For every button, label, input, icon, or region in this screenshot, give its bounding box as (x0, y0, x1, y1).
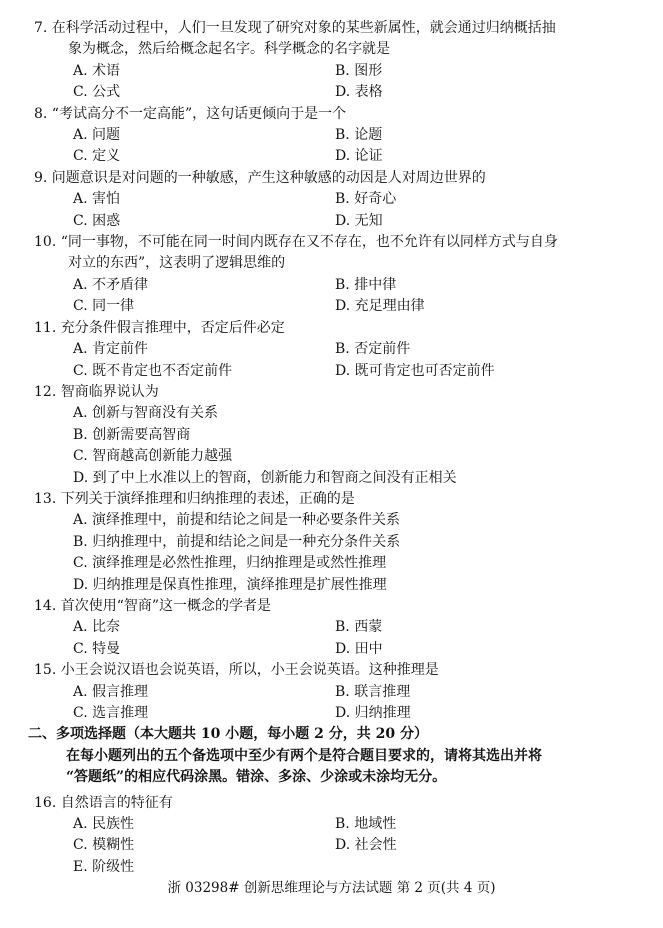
question-10-options-ab (28, 275, 648, 296)
question-8-option-d: D. 论证 (335, 148, 383, 165)
question-10-option-d: D. 充足理由律 (335, 298, 425, 315)
question-13-option-a: A. 演绎推理中，前提和结论之间是一种必要条件关系 (73, 512, 401, 529)
question-14-stem: 14. 首次使用“智商”这一概念的学者是 (34, 597, 272, 614)
question-14-option-c: C. 特曼 (73, 640, 121, 657)
question-16-stem: 16. 自然语言的特征有 (34, 794, 173, 811)
question-12-option-d: D. 到了中上水准以上的智商，创新能力和智商之间没有正相关 (73, 469, 457, 486)
question-16-options-cd (28, 835, 648, 856)
question-15-option-c: C. 选言推理 (73, 705, 149, 721)
question-12-option-a: A. 创新与智商没有关系 (73, 405, 219, 422)
question-16-option-d: D. 社会性 (335, 837, 397, 854)
question-11-stem: 11. 充分条件假言推理中，否定后件必定 (34, 319, 285, 336)
question-14-options-cd (28, 639, 648, 660)
question-9-option-b: B. 好奇心 (335, 191, 397, 208)
question-13-stem: 13. 下列关于演绎推理和归纳推理的表述，正确的是 (34, 490, 355, 507)
question-8-option-b: B. 论题 (335, 127, 383, 144)
question-12-stem: 12. 智商临界说认为 (34, 383, 159, 400)
question-7-option-b: B. 图形 (335, 62, 383, 79)
question-14-option-b: B. 西蒙 (335, 619, 383, 636)
question-8-options-cd (28, 146, 648, 167)
question-15-option-a: A. 假言推理 (73, 683, 149, 700)
question-16-option-c: C. 模糊性 (73, 837, 135, 854)
question-9-options-ab (28, 189, 648, 210)
question-list (28, 18, 648, 878)
question-13-option-b: B. 归纳推理中，前提和结论之间是一种充分条件关系 (73, 533, 401, 550)
question-8-option-a: A. 问题 (73, 127, 121, 144)
question-16-option-e: E. 阶级性 (73, 858, 135, 875)
question-7-stem: 7. 在科学活动过程中，人们一旦发现了研究对象的某些新属性，就会通过归纳概括抽 (34, 20, 556, 36)
question-8-stem: 8. “考试高分不一定高能”，这句话更倾向于是一个 (34, 105, 347, 122)
question-15-option-b: B. 联言推理 (335, 683, 411, 700)
question-11-options-cd (28, 361, 648, 382)
section-2-instruction-line-1: 在每小题列出的五个备选项中至少有两个是符合题目要求的，请将其选出并将 (66, 747, 542, 764)
question-15-options-ab (28, 682, 648, 703)
question-11-option-c: C. 既不肯定也不否定前件 (73, 362, 233, 379)
question-9-option-a: A. 害怕 (73, 191, 121, 208)
question-10-options-cd (28, 296, 648, 317)
section-2-title: 二、多项选择题（本大题共 10 小题，每小题 2 分，共 20 分） (28, 726, 428, 743)
question-11-options-ab (28, 339, 648, 360)
question-14-option-d: D. 田中 (335, 640, 383, 657)
question-16-option-b: B. 地域性 (335, 816, 397, 833)
question-15-options-cd (28, 703, 648, 724)
question-7-option-c: C. 公式 (73, 84, 121, 101)
question-11-option-a: A. 肯定前件 (73, 341, 149, 358)
question-7-options-cd (28, 82, 648, 103)
question-10-option-a: A. 不矛盾律 (73, 276, 149, 293)
question-13-option-c: C. 演绎推理是必然性推理，归纳推理是或然性推理 (73, 555, 387, 572)
question-9-options-cd (28, 211, 648, 232)
question-7-option-a: A. 术语 (73, 62, 121, 79)
page-footer: 浙 03298# 创新思维理论与方法试题 第 2 页(共 4 页) (167, 880, 496, 896)
question-7-option-d: D. 表格 (335, 84, 383, 101)
question-12-option-c: C. 智商越高创新能力越强 (73, 448, 233, 465)
question-13-option-d: D. 归纳推理是保真性推理，演绎推理是扩展性推理 (73, 576, 387, 593)
section-2-instruction-line-2: “答题纸”的相应代码涂黑。错涂、多涂、少涂或未涂均无分。 (66, 769, 447, 786)
question-9-stem: 9. 问题意识是对问题的一种敏感，产生这种敏感的动因是人对周边世界的 (34, 169, 486, 186)
question-8-options-ab (28, 125, 648, 146)
question-7-options-ab (28, 61, 648, 82)
question-11-option-b: B. 否定前件 (335, 341, 411, 358)
question-12-option-b: B. 创新需要高智商 (73, 426, 191, 443)
question-16-option-a: A. 民族性 (73, 816, 135, 833)
question-9-option-d: D. 无知 (335, 212, 383, 229)
question-15-stem: 15. 小王会说汉语也会说英语，所以，小王会说英语。这种推理是 (34, 662, 439, 679)
question-11-option-d: D. 既可肯定也可否定前件 (335, 362, 495, 379)
question-10-stem: 10. “同一事物，不可能在同一时间内既存在又不存在，也不允许有以同样方式与自身 (34, 234, 558, 251)
question-15-option-d: D. 归纳推理 (335, 705, 411, 721)
question-7-stem-cont: 象为概念，然后给概念起名字。科学概念的名字就是 (68, 41, 390, 58)
question-10-stem-cont: 对立的东西”，这表明了逻辑思维的 (68, 255, 286, 272)
question-10-option-c: C. 同一律 (73, 298, 135, 315)
question-14-option-a: A. 比奈 (73, 619, 121, 636)
question-8-option-c: C. 定义 (73, 148, 121, 165)
question-10-option-b: B. 排中律 (335, 276, 397, 293)
question-14-options-ab (28, 617, 648, 638)
question-16-options-ab (28, 814, 648, 835)
question-9-option-c: C. 困惑 (73, 212, 121, 229)
